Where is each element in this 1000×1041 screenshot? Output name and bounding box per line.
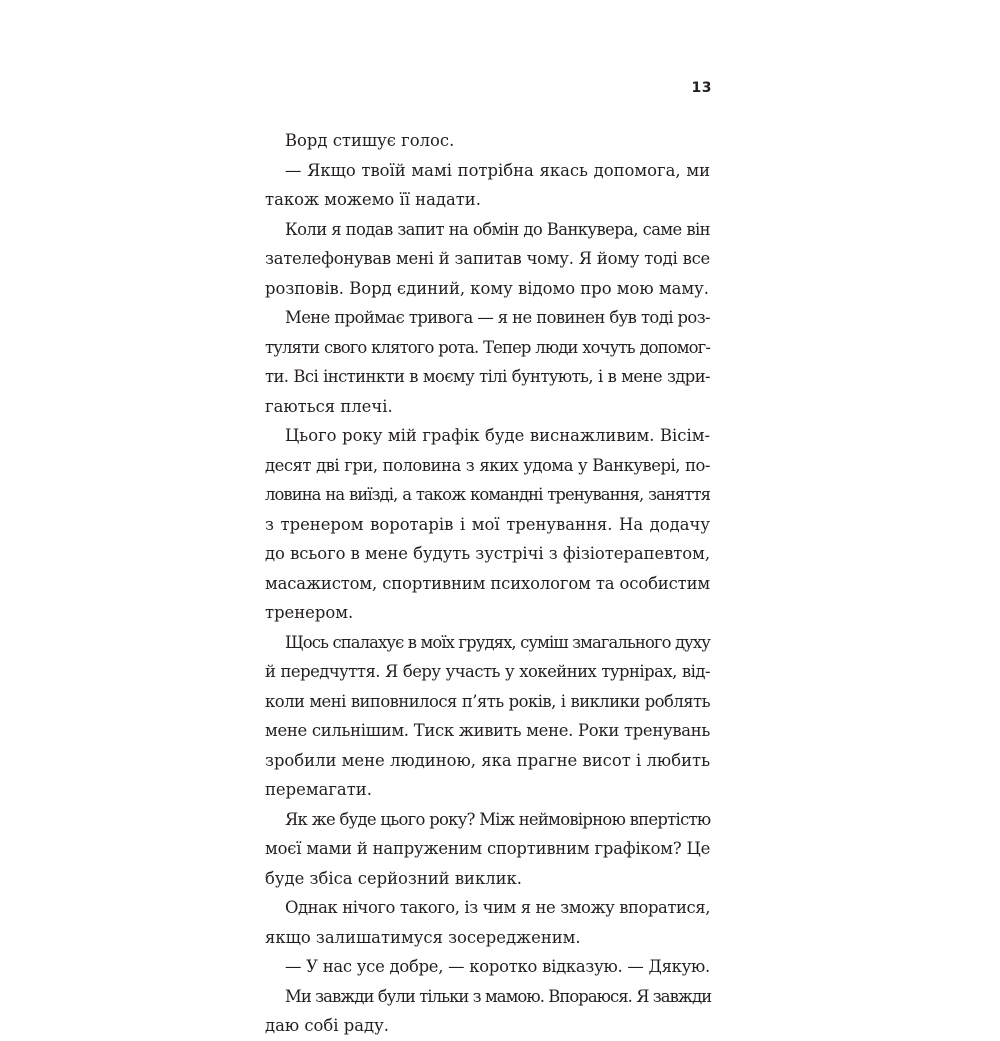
text-line: Мене проймає тривога — я не повинен був тоді роз-	[285, 308, 710, 327]
text-line: перемагати.	[265, 780, 372, 799]
text-line: до всього в мене будуть зустрічі з фізіотерапевтом,	[265, 544, 710, 563]
text-line: розповів. Ворд єдиний, кому відомо про мою маму.	[265, 278, 709, 298]
text-line: буде збіса серйозний виклик.	[265, 868, 523, 888]
text-line: Як же буде цього року? Між неймовірною впертістю	[285, 809, 711, 829]
page-number: 13	[691, 80, 712, 96]
text-line: зробили мене людиною, яка прагне висот і любить	[265, 750, 710, 770]
text-line: даю собі раду.	[265, 1016, 389, 1035]
text-line: Цього року мій графік буде виснажливим. Вісім-	[285, 426, 710, 445]
text-line: й передчуття. Я беру участь у хокейних турнірах, від-	[265, 662, 710, 681]
text-line: гаються плечі.	[265, 396, 393, 416]
text-line: Щось спалахує в моїх грудях, суміш змагального духу	[285, 632, 710, 652]
text-line: Коли я подав запит на обмін до Ванкувера, саме він	[285, 219, 710, 239]
text-line: ловина на виїзді, а також командні тренування, заняття	[265, 485, 710, 504]
text-line: Ми завжди були тільки з мамою. Впораюся. Я завжди	[285, 986, 712, 1006]
text-line: моєї мами й напруженим спортивним графіком? Це	[265, 839, 711, 858]
text-line: коли мені виповнилося п’ять років, і виклики роблять	[265, 691, 710, 711]
text-line: масажистом, спортивним психологом та особистим	[265, 573, 710, 593]
text-line: Однак нічого такого, із чим я не зможу впоратися,	[285, 898, 710, 917]
text-line: якщо залишатимуся зосередженим.	[265, 927, 581, 947]
text-line: також можемо її надати.	[265, 190, 481, 209]
text-line: — У нас усе добре, — коротко відказую. — Дякую.	[285, 957, 710, 976]
text-line: з тренером воротарів і мої тренування. На додачу	[265, 514, 710, 534]
text-line: десят дві гри, половина з яких удома у Ванкувері, по-	[265, 455, 710, 475]
text-line: Ворд стишує голос.	[285, 131, 455, 150]
text-line: — Якщо твоїй мамі потрібна якась допомога, ми	[285, 160, 710, 180]
text-line: туляти свого клятого рота. Тепер люди хочуть допомог-	[265, 337, 710, 357]
body-text	[265, 126, 710, 1041]
text-line: зателефонував мені й запитав чому. Я йому тоді все	[265, 249, 710, 268]
text-line: тренером.	[265, 603, 354, 622]
text-line: мене сильнішим. Тиск живить мене. Роки тренувань	[265, 721, 710, 740]
text-line: ти. Всі інстинкти в моєму тілі бунтують, і в мене здри-	[265, 367, 710, 386]
